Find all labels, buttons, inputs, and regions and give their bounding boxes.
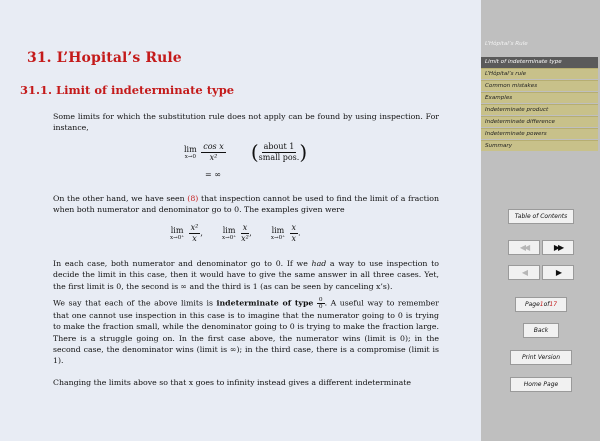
previous-page-button[interactable] xyxy=(508,265,540,280)
fast-forward-icon: ▶▶ xyxy=(553,243,563,252)
toc-item-summary[interactable]: Summary xyxy=(481,140,598,151)
paragraph-other-hand: On the other hand, we have seen (8) that inspection cannot be used to find the limit of a fraction when both numerator and denominator go to 0. The examples given were xyxy=(53,194,439,215)
paragraph-intro: Some limits for which the substitution rule does not apply can be found by using inspection. For instance, xyxy=(53,112,439,133)
next-page-button[interactable] xyxy=(542,265,574,280)
equation-reference-link[interactable]: (8) xyxy=(187,194,199,203)
toc-item-lhopitals-rule[interactable]: L’Hôpital’s rule xyxy=(481,68,598,79)
page-total: 17 xyxy=(549,301,558,308)
fast-forward-button[interactable] xyxy=(542,240,574,255)
page-current: 1 xyxy=(539,301,544,308)
equation-limit-cos: lim x→0 $\frac{\text{cos x}}{\text{x²}}$ ( $\frac{\text{about 1}}{\text{small pos.}}$ ) xyxy=(184,140,308,164)
rewind-button[interactable] xyxy=(508,240,540,255)
toc-item-indeterminate-difference[interactable]: Indeterminate difference xyxy=(481,116,598,127)
toc-item-limit-indeterminate[interactable]: Limit of indeterminate type xyxy=(481,57,598,68)
fraction-zero-over-zero: $\frac{0}{0}$ xyxy=(318,297,323,310)
subsection-title: 31.1. Limit of indeterminate type xyxy=(20,83,235,97)
toc-item-indeterminate-product[interactable]: Indeterminate product xyxy=(481,104,598,115)
next-icon: ▶ xyxy=(555,268,561,277)
home-page-button[interactable]: Home Page xyxy=(510,377,572,392)
page-indicator: Page 1 of 17 xyxy=(515,297,567,312)
toc-item-indeterminate-powers[interactable]: Indeterminate powers xyxy=(481,128,598,139)
navigation-sidebar xyxy=(481,0,600,441)
fraction-cos-over-x2: $\frac{\text{cos x}}{\text{x²}}$ xyxy=(203,141,224,162)
toc-item-examples[interactable]: Examples xyxy=(481,92,598,103)
section-title: 31. L’Hopital’s Rule xyxy=(27,50,182,66)
equation-three-limits: lim x→0⁺ $\frac{\text{x²}}{x}$ , lim x→0⁺ $\frac{x}{\text{x²}}$ , lim x→0⁺ $\frac{x}{x}$ . xyxy=(170,223,301,243)
lim-operator: lim x→0 xyxy=(184,144,197,160)
paragraph-infinity: Changing the limits above so that x goes to infinity instead gives a different indeterminate xyxy=(53,378,411,387)
paragraph-each-case: In each case, both numerator and denominator go to 0. If we had a way to use inspection to decide the limit in this case, then it would have to give the same answer in all three cases. Yet, the first limit is 0, the second is ∞ and the third is 1 (as can be seen by canceling x’s). xyxy=(53,259,439,291)
table-of-contents-button[interactable]: Table of Contents xyxy=(508,209,574,224)
back-button[interactable]: Back xyxy=(523,323,559,338)
fraction-about-1-over-small: $\frac{\text{about 1}}{\text{small pos.}}$ xyxy=(258,141,300,162)
toc-item-common-mistakes[interactable]: Common mistakes xyxy=(481,80,598,91)
paragraph-indeterminate: We say that each of the above limits is indeterminate of type $\frac{0}{0}$ . A useful way to remember that one cannot use inspection in this case is to imagine that the numerator going to 0 is trying to make the fraction small, while the denominator going to 0 is trying to make the fraction large. There is a struggle going on. In the first case above, the numerator wins (limit is 0); in the second case, the denominator wins (limit is ∞); in the third case, there is a compromise (limit is 1). xyxy=(53,297,439,366)
equation-result: = ∞ xyxy=(205,170,221,179)
previous-icon: ◀ xyxy=(521,268,527,277)
sidebar-title: L’Hôpital’s Rule xyxy=(485,41,528,47)
rewind-icon: ◀◀ xyxy=(519,243,529,252)
print-version-button[interactable]: Print Version xyxy=(510,350,572,365)
